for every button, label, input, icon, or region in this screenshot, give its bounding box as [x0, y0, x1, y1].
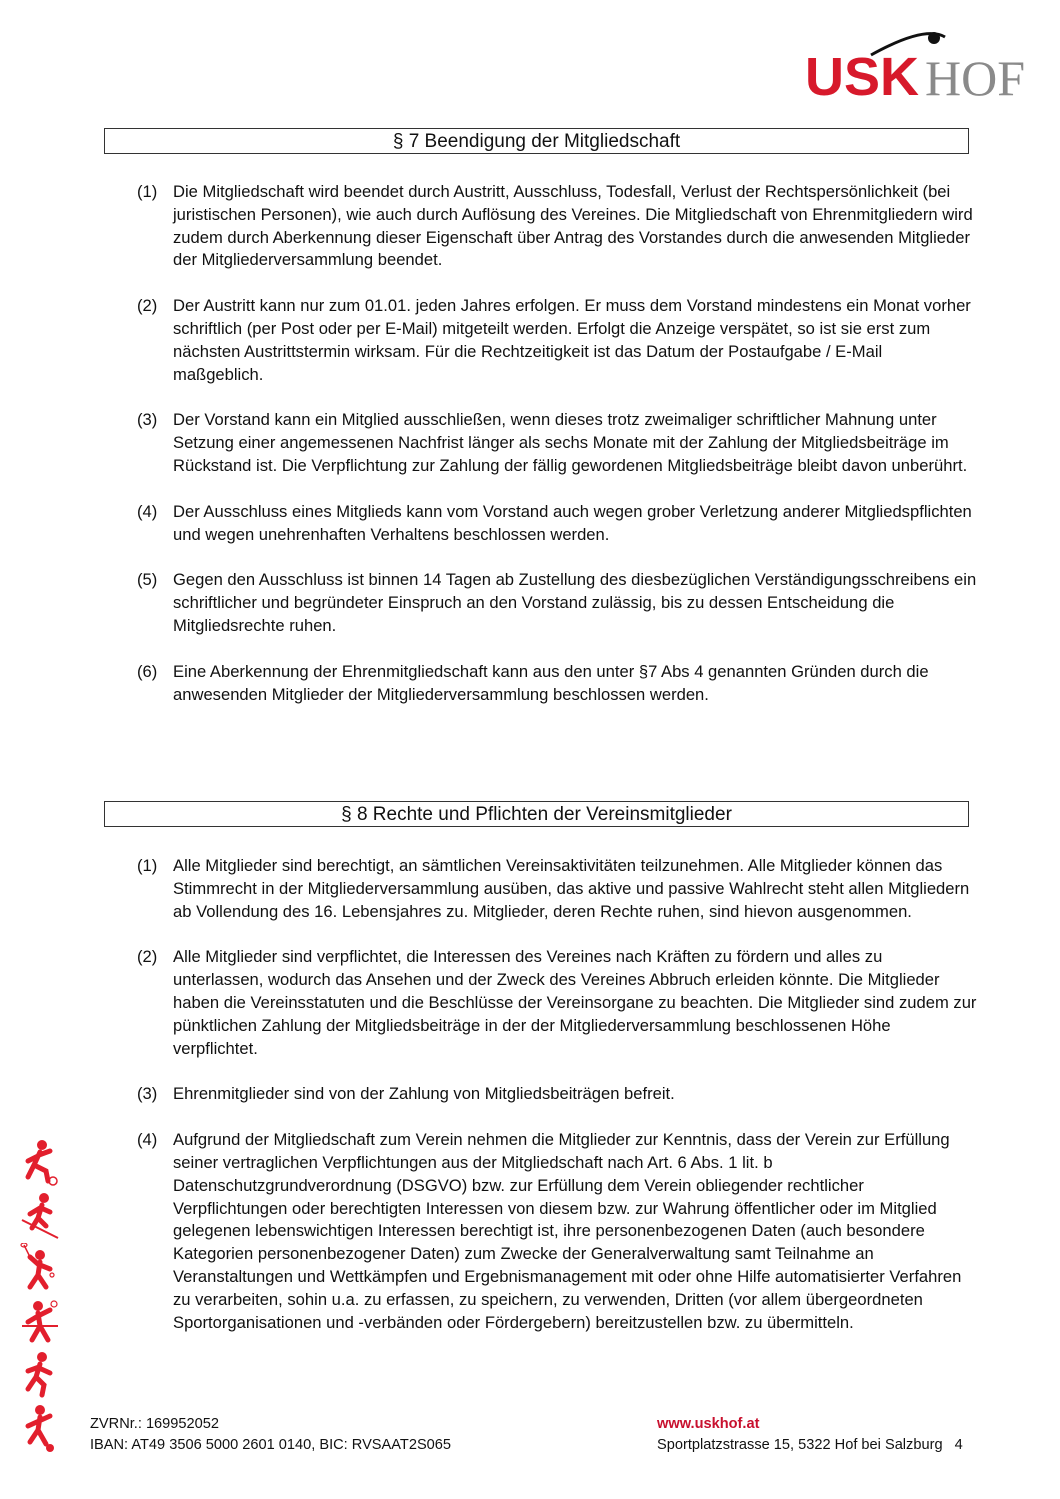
list-item	[137, 855, 977, 923]
item-number: (4)	[137, 501, 158, 521]
footer-left	[90, 1414, 451, 1456]
item-text: Aufgrund der Mitgliedschaft zum Verein nehmen die Mitglieder zur Kenntnis, dass der Verein zur Erfüllung seiner vertraglichen Verpflichtungen aus der Mitgliedschaft nach Art. 6 Abs. 1 lit. b Datenschutzgrundverordnung (DSGVO) bzw. zur Erfüllung dem Verein obliegender rechtlicher Verpflichtungen oder berechtigten Interessen von diesem bzw. zur Wahrung öffentlicher oder im Mitglied gelegenen lebenswichtigen Interessen berechtigt ist, ihre personenbezogenen Daten (auch besondere Kategorien personenbezogener Daten) zum Zwecke der Generalverwaltung samt Teilnahme an Veranstaltungen und Wettkämpfen und Ergebnismanagement mit oder ohne Hilfe automatisierter Verfahren zu verarbeiten, sohin u.a. zu erfassen, zu speichern, zu verwenden, Dritten (vor allem übergeordneten Sportorganisationen und -verbänden oder Fördergebern) bereitzustellen bzw. zu übermitteln.	[173, 1130, 962, 1332]
item-number: (1)	[137, 856, 158, 875]
usk-hof-logo	[805, 25, 1040, 105]
list-item	[137, 946, 977, 1060]
item-number: (1)	[137, 182, 158, 201]
iban-bic: IBAN: AT49 3506 5000 2601 0140, BIC: RVSAAT2S065	[90, 1437, 452, 1453]
item-text: Ehrenmitglieder sind von der Zahlung von Mitgliedsbeiträgen befreit.	[173, 1084, 675, 1104]
list-item	[137, 569, 977, 637]
section-7-list	[137, 181, 977, 729]
item-text: Alle Mitglieder sind berechtigt, an sämtlichen Vereinsaktivitäten teilzunehmen. Alle Mitglieder können das Stimmrecht in der Mitgliederversammlung ausüben, das aktive und passive Wahlrecht steht allen Mitgliedern ab Vollendung des 16. Lebensjahres zu. Mitglieder, deren Rechte ruhen, sind hievon ausgenommen.	[173, 856, 970, 921]
logo-hof-text: HOF	[925, 50, 1026, 105]
website-link[interactable]: www.uskhof.at	[657, 1416, 760, 1432]
item-number: (6)	[137, 661, 158, 681]
address: Sportplatzstrasse 15, 5322 Hof bei Salzburg	[657, 1437, 943, 1453]
item-number: (2)	[137, 296, 158, 316]
section-8-title: § 8 Rechte und Pflichten der Vereinsmitglieder	[104, 801, 969, 827]
item-text: Gegen den Ausschluss ist binnen 14 Tagen ab Zustellung des diesbezüglichen Verständigungsschreibens ein schriftlicher und begründeter Einspruch an den Vorstand zulässig, bis zu dessen Entscheidung die Mitgliedsrechte ruhen.	[173, 570, 977, 635]
list-item	[137, 661, 977, 707]
item-text: Der Austritt kann nur zum 01.01. jeden Jahres erfolgen. Er muss dem Vorstand mindestens ein Monat vorher schriftlich (per Post oder per E-Mail) mitgeteilt werden. Erfolgt die Anzeige verspätet, so ist sie erst zum nächsten Austrittstermin wirksam. Für die Rechtzeitigkeit ist das Datum der Postaufgabe / E-Mail maßgeblich.	[173, 296, 971, 384]
list-item	[137, 409, 977, 477]
item-number: (5)	[137, 570, 158, 590]
item-text: Der Vorstand kann ein Mitglied ausschließen, wenn dieses trotz zweimaliger schriftlicher Mahnung unter Setzung einer angemessenen Nachfrist länger als sechs Monate mit der Zahlung der Mitgliedsbeiträge im Rückstand ist. Die Verpflichtung zur Zahlung der fällig gewordenen Mitgliedsbeiträge bleibt davon unberührt.	[173, 410, 968, 475]
list-item	[137, 295, 977, 386]
item-number: (3)	[137, 1084, 158, 1104]
soccer-player-icon	[20, 1137, 60, 1189]
footer-right	[657, 1414, 963, 1456]
item-text: Alle Mitglieder sind verpflichtet, die Interessen des Vereines nach Kräften zu fördern und alles zu unterlassen, wodurch das Ansehen und der Zweck des Vereines Abbruch erleiden könnte. Die Mitglieder haben die Vereinsstatuten und die Beschlüsse der Vereinsorgane zu beachten. Die Mitglieder sind zudem zur pünktlichen Zahlung der Mitgliedsbeiträge in der der Mitgliederversammlung beschlossenen Höhe verpflichtet.	[173, 947, 977, 1058]
section-7-title: § 7 Beendigung der Mitgliedschaft	[104, 128, 969, 154]
logo-usk-text: USK	[805, 47, 920, 105]
item-number: (3)	[137, 410, 158, 430]
item-text: Eine Aberkennung der Ehrenmitgliedschaft kann aus den unter §7 Abs 4 genannten Gründen durch die anwesenden Mitglieder der Mitgliederversammlung beschlossen werden.	[173, 661, 929, 704]
sports-icons	[20, 1137, 64, 1455]
page-number: 4	[954, 1437, 963, 1453]
list-item	[137, 1083, 977, 1106]
footer-address-line	[657, 1435, 963, 1456]
item-text: Der Ausschluss eines Mitglieds kann vom Vorstand auch wegen grober Verletzung anderer Mitgliedspflichten und wegen unehrenhaften Verhaltens beschlossen werden.	[173, 501, 972, 544]
badminton-player-icon	[20, 1243, 60, 1295]
list-item	[137, 1129, 977, 1334]
table-tennis-player-icon	[20, 1296, 60, 1348]
list-item	[137, 181, 977, 272]
runner-icon	[20, 1349, 60, 1401]
list-item	[137, 501, 977, 547]
item-number: (2)	[137, 947, 158, 967]
ball-player-icon	[20, 1402, 60, 1454]
zvr-number: ZVRNr.: 169952052	[90, 1416, 219, 1432]
item-text: Die Mitgliedschaft wird beendet durch Austritt, Ausschluss, Todesfall, Verlust der Rechtspersönlichkeit (bei juristischen Personen), wie auch durch Auflösung des Vereines. Die Mitgliedschaft von Ehrenmitgliedern wird zudem durch Aberkennung dieser Eigenschaft über Antrag des Vorstandes durch die anwesenden Mitglieder der Mitgliederversammlung beendet.	[173, 182, 973, 270]
item-number: (4)	[137, 1130, 158, 1150]
skier-icon	[20, 1190, 60, 1242]
section-8-list	[137, 855, 977, 1357]
